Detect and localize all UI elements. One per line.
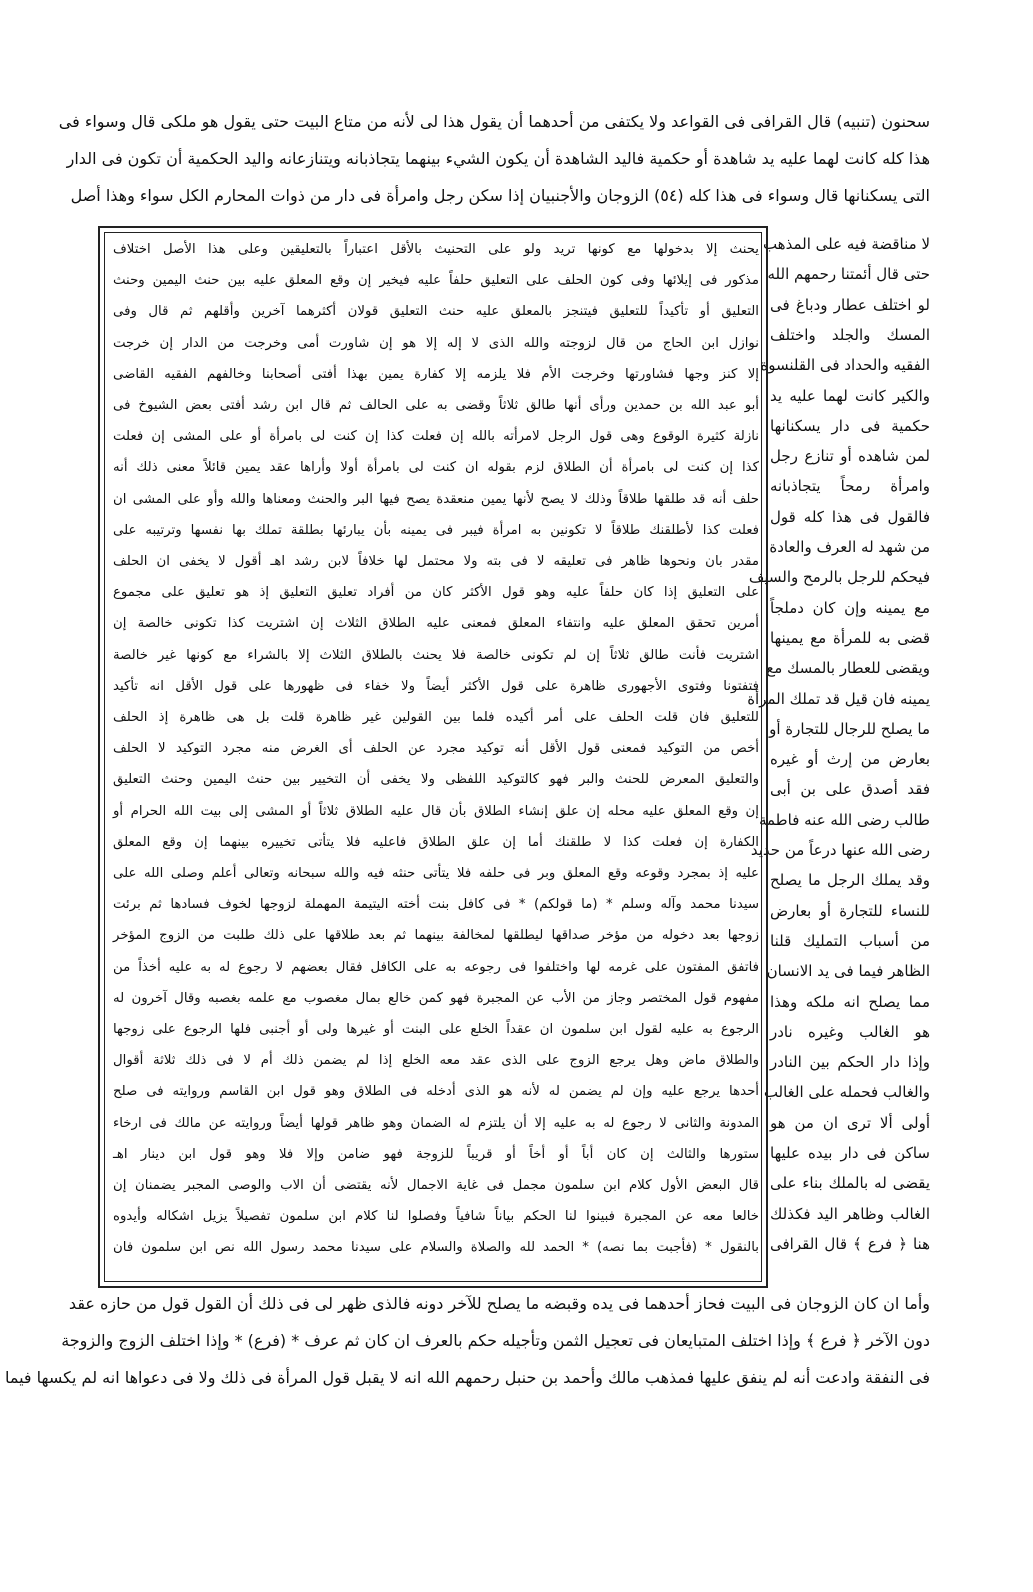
inner-text-line: والطلاق ماض وهل يرجع الزوج على الذى عقد معه الخلع إذا لم يضمن ذلك أم لا فى ذلك ثلاثة أقوال — [113, 1053, 759, 1069]
side-text-line: يقضى له بالملك بناء على — [770, 1174, 930, 1193]
side-text-line: ما يصلح للرجال للتجارة أو — [769, 719, 930, 738]
side-text-line: من أسباب التمليك قلنا — [770, 931, 930, 950]
side-text-line: قضى به للمرأة مع يمينها — [770, 628, 930, 647]
side-text-line: الظاهر فيما فى يد الانسان — [766, 962, 930, 981]
inner-text-line: يحنث إلا بدخولها مع كونها تريد ولو على التحنيث بالأقل اعتباراً بالتعليقين وعلى هذا الأصل اختلاف — [113, 242, 759, 257]
inner-text-line: قال البعض الأول كلام ابن سلمون مجمل فى غاية الاجمال لأنه يقتضى أن الاب والوصى المجبر يضمنان إن — [113, 1178, 759, 1193]
side-text-line: أولى ألا ترى ان من هو — [770, 1113, 930, 1132]
side-text-line: فيحكم للرجل بالرمح والسيف — [748, 568, 930, 587]
inner-text-line: على التعليق إذا كان حلفاً عليه وهو قول الأكثر كان من أفراد تعليق التعليق إذ هو تعليق على مجموع — [113, 585, 759, 601]
inner-text-line: كذا إن كنت لى بامرأة أن الطلاق لزم بقوله ان كنت لى بامرأة أولا وأراها عقد يمين قائلاً معنى ذلك أنه — [113, 460, 759, 476]
side-text-line: هنا ﴿ فرع ﴾ قال القرافى — [770, 1234, 930, 1253]
inner-text-line: أخص من التوكيد فمعنى قول الأقل أنه توكيد مجرد عن الحلف أى الغرض منه مجرد التوكيد لا الحلف — [113, 741, 759, 757]
inner-text-line: زوجها بعد دخوله من مؤخر صداقها ليطلقها لمخالفة بينهما ثم بعد طلاقها على ذلك طلبت من الزوج المؤخر — [113, 928, 759, 944]
side-text-line: والكير كانت لهما عليه يد — [770, 386, 930, 405]
side-text-line: ساكن فى دار بيده عليها — [770, 1144, 930, 1162]
side-text-line: بعارض من إرث أو غيره — [770, 750, 930, 769]
side-text-line: رضى الله عنها درعاً من حديد — [750, 841, 930, 859]
side-text-line: لا مناقضة فيه على المذهب — [762, 235, 930, 253]
inner-text-line: التعليق أو تأكيداً للتعليق فيتنجز بالمعلق عليه حنث التعليق قولان أكثرهما آخرين وأقلهم ثم قال وفى — [113, 304, 759, 320]
side-text-line: يمينه فان قيل قد تملك المرأة — [747, 689, 930, 708]
inner-text-line: فاتفق المفتون على غرمه لها واختلفوا فى رجوعه به على الكافل فقال بعضهم لا رجوع له به عليه أخذاً من — [113, 959, 759, 975]
side-text-line: لمن شاهده أو تنازع رجل — [770, 447, 930, 466]
inner-text-line: نوازل ابن الحاج من قال لزوجته والله الذى لا إله إلا هو إن شاورت أمى وخرجت من الدار إن خرجت — [113, 335, 759, 351]
inner-text-line: فتفتونا وفتوى الأجهورى ظاهرة على قول الأكثر أيضاً ولا خفاء فى ظهورها على قول الأقل انه تأكيد — [113, 678, 759, 694]
inner-text-line: إلا كنز وجها فشاورتها وخرجت الأم فلا يلزمه إلا كفارة يمين بهذا أفتى أصحابنا وخالفهم الفقيه القاضى — [113, 366, 759, 382]
bottom-text-line: دون الآخر ﴿ فرع ﴾ وإذا اختلف المتبايعان فى تعجيل الثمن وتأجيله حكم بالعرف ان كان ثم عرف * (فرع) * وإذا اختلف الزوج والزوجة — [61, 1331, 930, 1350]
inner-text-line: إن وقع المعلق عليه محله إن علق إنشاء الطلاق بأن قال عليه الطلاق ثلاثاً أو المشى إلى بيت الله الحرام أو — [113, 803, 759, 819]
side-text-line: والغالب فحمله على الغالب — [763, 1083, 930, 1102]
side-text-line: الغالب وظاهر اليد فكذلك — [770, 1204, 930, 1223]
side-text-line: هو الغالب وغيره نادر — [770, 1022, 930, 1041]
inner-text-line: للتعليق فان قلت الحلف على أمر أكيده فلما بين القولين غير ظاهرة قلت بل هى ظاهرة إذ الحلف — [113, 710, 759, 725]
bottom-text-line: فى النفقة وادعت أنه لم ينفق عليها فمذهب مالك وأحمد بن حنبل رحمهم الله انه لا يقبل قول المرأة فى ذلك ولا فى دعواها انه لم يكسها فيما — [4, 1368, 930, 1387]
inner-text-line: والتعليق المعرض للحنث والبر فهو كالتوكيد اللفظى ولا يخفى أن التخيير بين حنث اليمين وحنث التعليق — [113, 772, 759, 788]
inner-text-line: أمرين تحقق المعلق عليه وانتفاء المعلق فمعنى عليه الطلاق الثلاث إن اشتريت كذا تكونى خالصة إن — [113, 616, 759, 632]
side-text-line: فقد أصدق على بن أبى — [770, 780, 930, 799]
side-text-line: من شهد له العرف والعادة — [769, 538, 930, 556]
side-text-line: مع يمينه وإن كان دملجاً — [770, 598, 930, 617]
side-text-line: لو اختلف عطار ودباغ فى — [770, 295, 930, 314]
inner-text-line: المدونة والثانى لا رجوع له به عليه إلا أن يلتزم له الضمان وهو ظاهر قولها أيضاً وروايته عن مالك فى ارخاء — [113, 1115, 759, 1131]
side-text-line: وقد يملك الرجل ما يصلح — [770, 871, 930, 890]
inner-text-line: الكفارة إن فعلت كذا لا طلقنك أما إن علق الطلاق فاعليه فلا يتأتى تخييره بينهما إن وقع المعلق — [113, 834, 759, 850]
inner-text-line: حلف أنه قد طلقها طلاقاً وذلك لا يصح لأنها يمين منعقدة يصح فيها البر والحنث ومعناها والله وأو على المشى ان — [113, 491, 759, 507]
inner-text-line: سيدنا محمد وآله وسلم * (ما قولكم) * فى كافل بنت أخته اليتيمة المهملة لزوجها لخوف فسادها ثم برئت — [113, 897, 759, 913]
side-text-line: وامرأة رمحاً يتجاذبانه — [770, 477, 930, 496]
inner-text-line: مذكور فى إيلائها وفى كون الحلف على التعليق حلفاً عليه فيخير إن وقع المعلق عليه بين حنث اليمين وحنث — [113, 273, 759, 289]
side-text-line: ويقضى للعطار بالمسك مع — [766, 659, 930, 678]
inner-text-line: خالعا معه عن المجبرة فبينوا لنا الحكم بياناً شافياً وفصلوا لنا كلام ابن سلمون تفصيلاً يزيل اشكاله وأيدوه — [113, 1209, 759, 1225]
inner-text-line: أبو عبد الله بن حمدين ورأى أنها طالق ثلاثاً وقضى به على الحالف ثم قال ابن رشد أفتى بعض الشيوخ فى — [113, 398, 759, 413]
top-text-line: التى يسكنانها قال وسواء فى هذا كله (٥٤) الزوجان والأجنبيان إذا سكن رجل وامرأة فى دار من ذوات المحارم الكل سواء وهذا أصل — [70, 186, 930, 205]
top-text-line: سحنون (تنبيه) قال القرافى فى القواعد ولا يكتفى من أحدهما أن يقول هذا لى لأنه من متاع البيت حتى يقول هو ملكى قال وسواء فى — [58, 112, 930, 131]
inner-text-line: مفهوم قول المختصر وجاز من الأب عن المجبرة فهو كمن خالع بمال مغصوب مع علمه بغصبه وقال آخرون له — [113, 990, 759, 1006]
inner-text-line: مقدر بان ونحوها ظاهر فى تعليقه لا فى بته ولا محتمل لها خلافاً لابن رشد اهـ أقول لا يخفى ان الحلف — [113, 554, 759, 569]
inner-text-line: اشتريت فأنت طالق ثلاثاً إن لم تكونى خالصة فلا يحنث بالطلاق الثلاث إلا بالشراء مع كونها غير خالصة — [113, 647, 759, 663]
side-text-line: فالقول فى هذا كله قول — [770, 507, 930, 526]
side-text-line: وإذا دار الحكم بين النادر — [770, 1053, 930, 1072]
side-text-line: الفقيه والحداد فى القلنسوة — [760, 356, 930, 375]
side-text-line: حكمية فى دار يسكنانها — [770, 416, 930, 435]
inner-text-line: ستورها والثالث إن كان أباً أو أخاً أو قريباً للزوجة فهو ضامن وإلا فلا وهو قول ابن دينار اهـ — [113, 1146, 759, 1162]
inner-text-line: نازلة كثيرة الوقوع وهى قول الرجل لامرأته بالله إن فعلت كذا إن كنت لى بامرأة أو على المشى إن فعلت — [113, 429, 759, 445]
side-text-line: حتى قال أئمتنا رحمهم الله — [767, 265, 930, 284]
side-text-line: مما يصلح انه ملكه وهذا — [770, 992, 930, 1011]
inner-text-line: عليه إذ بمجرد وقوعه وقع المعلق وبر فى حلفه فلا يتأتى حنثه فيه والله سبحانه وتعالى أعلم وصلى الله على — [113, 866, 759, 881]
side-text-line: المسك والجلد واختلف — [770, 325, 930, 344]
side-text-line: للنساء للتجارة أو بعارض — [770, 901, 930, 920]
top-text-line: هذا كله كانت لهما عليه يد شاهدة أو حكمية فاليد الشاهدة أن يكون الشيء بينهما يتجاذبانه ويتنازعانه واليد الحكمية أن تكون فى الدار — [66, 149, 930, 168]
side-text-line: طالب رضى الله عنه فاطمة — [758, 810, 930, 829]
bottom-text-line: وأما ان كان الزوجان فى البيت فحاز أحدهما فى يده وقبضه ما يصلح للآخر دونه فالذى ظهر لى فى ذلك أن القول قول من حازه عقد — [68, 1294, 930, 1313]
inner-text-line: فعلت كذا لأطلقنك طلاقاً لا تكونين به امرأة فيبر فى يمينه بأن يبارئها بطلقة تملك بها نفسها وترتيبه على — [113, 522, 759, 538]
inner-text-line: أحدها يرجع عليه وإن لم يضمن له لأنه هو الذى أدخله فى الطلاق وهو قول ابن القاسم وروايته فى صلح — [113, 1084, 759, 1100]
inner-text-line: بالنقول * (فأجبت بما نصه) * الحمد لله والصلاة والسلام على سيدنا محمد رسول الله نص ابن سلمون فان — [113, 1240, 759, 1256]
inner-text-line: الرجوع به عليه لقول ابن سلمون ان عقداً الخلع على البنت أو غيرها ولى أو أجنبى فلها الرجوع على زوجها — [113, 1022, 759, 1037]
